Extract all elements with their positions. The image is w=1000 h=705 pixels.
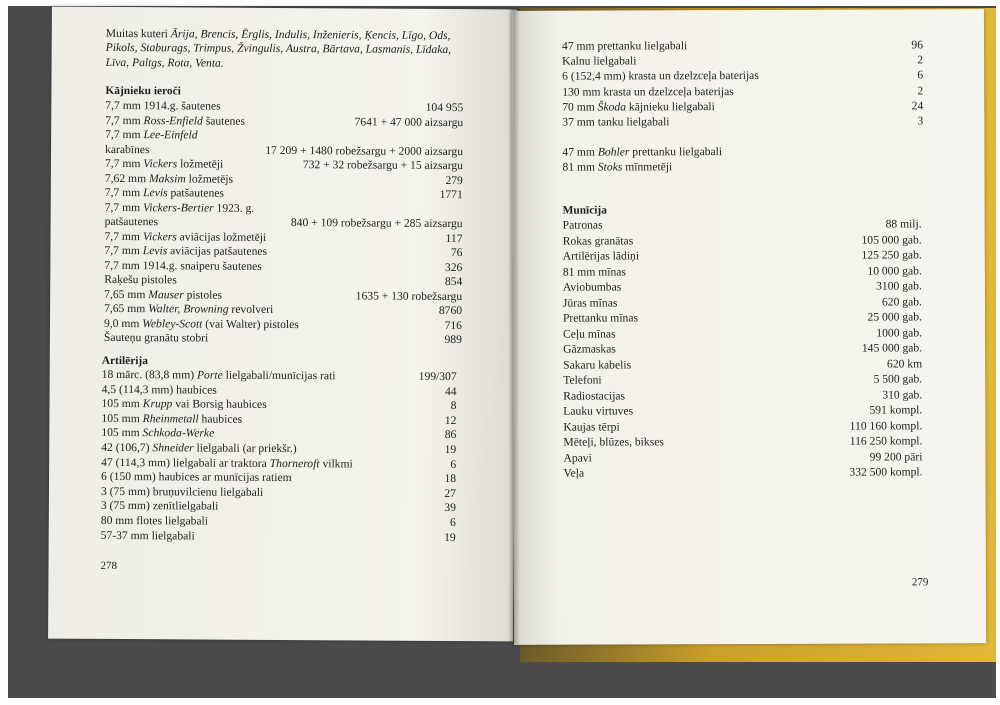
row-label [101, 412, 242, 427]
row-value: 105 000 gab. [861, 232, 922, 247]
row-label-italic: Walter, Browning [148, 302, 229, 316]
row-value: 76 [450, 246, 463, 260]
row-label-text: 47 mm [562, 145, 598, 159]
row-value: 10 000 gab. [867, 263, 922, 278]
row-label-italic: Schkoda-Werke [142, 426, 215, 440]
row-label-suffix: vai Borsig haubices [172, 397, 267, 412]
row-label [101, 470, 292, 486]
row-label-italic: Maksim [148, 171, 186, 185]
row-label-text: 81 mm mīnas [562, 264, 626, 279]
row-label [105, 157, 223, 172]
row-label-italic: Thorneroft [269, 456, 320, 470]
row-label [563, 219, 603, 234]
intro-lead: Muitas kuteri [105, 26, 168, 41]
row-value: 104 955 [425, 100, 464, 115]
row-label [101, 441, 297, 457]
kajnieku-list [103, 98, 464, 347]
list-row [101, 499, 456, 515]
row-value: 5 500 gab. [873, 372, 923, 386]
list-row [563, 403, 922, 418]
row-label-text: 7,7 mm [104, 185, 144, 200]
row-label-text: 57-37 mm lielgabali [100, 528, 195, 543]
row-value: 8 [450, 399, 457, 413]
row-label [101, 485, 263, 500]
row-value: 6 [450, 457, 457, 471]
row-label-suffix: šautenes [202, 114, 246, 128]
list-row [562, 144, 923, 159]
row-value: 732 + 32 robežsargu + 15 aizsargu [302, 158, 464, 173]
row-label-text: patšautenes [104, 214, 159, 229]
row-value: 25 000 gab. [867, 310, 922, 324]
row-label-suffix: kājnieku lielgabali [625, 99, 715, 114]
row-label-italic: Rheinmetall [142, 411, 199, 426]
row-value: 44 [444, 384, 457, 398]
row-label-text: Šauteņu granātu stobri [103, 330, 209, 345]
row-label-italic: Vickers [142, 229, 177, 243]
row-label [104, 273, 177, 288]
list-row [562, 54, 923, 69]
row-label-italic: Vickers [143, 157, 178, 171]
row-label-text: 7,7 mm 1914.g. šautenes [105, 98, 221, 113]
row-label-text: 105 mm [101, 411, 143, 425]
row-label [563, 296, 617, 311]
list-row [562, 38, 923, 53]
row-label [101, 499, 219, 514]
row-value: 39 [444, 501, 456, 515]
list-row [104, 316, 462, 332]
row-label-italic: Stoks [597, 160, 623, 174]
row-value: 7641 + 47 000 aizsargu [354, 114, 464, 129]
row-label-text: 3 (75 mm) bruņuvilcienu lielgabali [100, 484, 264, 499]
list-row [563, 388, 922, 403]
row-label-italic: Levis [142, 244, 168, 258]
row-label [104, 229, 266, 244]
row-label [105, 200, 255, 215]
row-label-text: 70 mm [562, 100, 598, 114]
row-label [101, 528, 195, 543]
list-row [101, 412, 456, 428]
row-label [105, 113, 245, 128]
row-label [563, 404, 633, 419]
list-row [562, 84, 923, 99]
row-label [563, 420, 619, 435]
row-label-text: Lauku virtuves [563, 404, 634, 418]
row-label [563, 374, 602, 389]
row-value: 3100 gab. [876, 279, 922, 293]
list-row [563, 248, 922, 263]
list-row [563, 295, 922, 310]
list-row [563, 372, 922, 387]
row-value: 1635 + 130 robežsargu [355, 288, 463, 303]
row-label-italic: Webley-Scott [142, 316, 203, 331]
row-value: 27 [444, 486, 457, 500]
row-value: 620 km [886, 356, 923, 371]
row-value: 116 250 kompl. [849, 434, 923, 448]
row-label-suffix: vilkmi [319, 456, 353, 471]
row-label-text: 37 mm tanku lielgabali [562, 115, 670, 129]
row-value: 24 [911, 99, 924, 113]
row-label-text: 81 mm [562, 160, 598, 174]
row-label [105, 142, 150, 157]
row-value: 88 milj. [885, 217, 922, 231]
row-label [563, 249, 639, 264]
row-label-suffix: mīnmetēji [622, 160, 673, 174]
right-page [512, 9, 986, 645]
row-value: 17 209 + 1480 robežsargu + 2000 aizsargu [265, 143, 464, 158]
list-row [101, 514, 456, 530]
row-label-text: 6 (152,4 mm) krasta un dzelzceļa baterijas [562, 69, 759, 84]
row-label-text: 7,7 mm [104, 156, 144, 171]
row-label [104, 244, 267, 259]
row-label-text: Radiostacijas [563, 388, 626, 403]
row-label-text: Aviobumbas [562, 280, 622, 294]
row-label-text: 80 mm flotes lielgabali [100, 513, 209, 528]
row-value: 6 [449, 516, 456, 530]
row-value: 6 [917, 68, 924, 82]
list-row [104, 229, 462, 245]
list-row [105, 99, 463, 115]
row-value: 326 [444, 260, 463, 274]
list-row [105, 186, 463, 202]
row-label-text: 47 mm prettanku lielgabali [561, 39, 688, 53]
list-row [101, 455, 456, 471]
intro-ship-names: Ārija, Brencis, Ērglis, Indulis, Inženieris, Ķencis, Līgo, Ods, Pikols, Staburags, Trimpus, Žvingulis, Austra, Bārtava, Lasmanis, Līdaka, Līva, Paltgs, Rota, Venta. [105, 27, 452, 70]
list-row [563, 326, 922, 341]
row-label [105, 128, 198, 143]
list-row [105, 128, 463, 144]
row-value: 12 [444, 413, 457, 427]
page-number-left: 278 [100, 559, 118, 572]
list-row [562, 69, 923, 84]
row-label-text: Telefoni [563, 373, 602, 387]
artilerija-list [100, 367, 457, 544]
row-label-suffix: pistoles [183, 287, 223, 302]
list-row [563, 217, 922, 232]
book-gutter [508, 8, 520, 644]
list-row [104, 244, 462, 260]
row-label-text: 7,7 mm [104, 200, 144, 214]
list-row [562, 114, 923, 129]
row-value: 279 [445, 173, 463, 187]
row-label-text: Jūras mīnas [562, 295, 618, 310]
row-label-text: 9,0 mm [103, 316, 143, 330]
row-label-text: 18 mārc. (83,8 mm) [101, 367, 198, 382]
row-value: 19 [444, 442, 457, 457]
row-label-text: 4,5 (114,3 mm) haubices [101, 382, 217, 397]
row-label-text: 7,62 mm [104, 171, 150, 185]
row-label-text: 7,7 mm [105, 113, 144, 127]
row-value: 620 gab. [881, 294, 922, 309]
municija-list [562, 217, 923, 480]
row-label-italic: Vickers-Bertier [142, 200, 214, 215]
row-label-text: 42 (106,7) [101, 440, 153, 455]
row-label-text: Veļa [563, 466, 585, 480]
row-label-suffix: (vai Walter) pistoles [202, 317, 299, 331]
list-row [563, 357, 922, 372]
row-value: 1771 [439, 187, 463, 202]
row-label-text: 7,7 mm 1914.g. snaiperu šautenes [104, 258, 262, 273]
list-row [563, 419, 922, 434]
list-row [563, 233, 922, 248]
row-label-italic: Ross-Enfield [143, 113, 203, 128]
row-label-text: Prettanku mīnas [562, 311, 639, 325]
row-label-suffix: lielgabali/munīcijas rati [222, 368, 336, 383]
row-label [562, 55, 636, 70]
row-label-text: 130 mm krasta un dzelzceļa baterijas [562, 84, 734, 99]
list-row [101, 470, 456, 486]
row-label-italic: Bohler [597, 145, 630, 159]
list-row [105, 157, 463, 173]
row-label-text: 105 mm [101, 397, 143, 411]
left-page [48, 7, 517, 642]
row-label-text: 7,65 mm [104, 301, 149, 316]
row-label-text: 7,65 mm [104, 287, 149, 301]
row-label [102, 368, 336, 384]
row-value: 1000 gab. [876, 325, 923, 340]
row-label-suffix: 1923. g. [213, 201, 255, 215]
row-label-italic: Krupp [142, 397, 173, 411]
row-label [101, 426, 214, 441]
row-label-text: 7,7 mm [104, 243, 143, 258]
row-label [104, 287, 222, 302]
artillery-continued-list [561, 38, 924, 129]
section-heading-kajnieku: Kājnieku ieroči [105, 84, 181, 98]
list-row [101, 485, 456, 501]
list-row [104, 287, 462, 303]
list-row [101, 528, 456, 544]
section-heading-municija: Munīcija [562, 204, 607, 217]
row-label [105, 171, 233, 186]
row-value: 125 250 gab. [861, 248, 922, 262]
list-row [105, 171, 463, 187]
list-row [104, 273, 462, 289]
row-label [562, 69, 759, 84]
list-row [562, 160, 923, 175]
list-row [563, 310, 922, 325]
row-value: 18 [444, 472, 457, 486]
row-label-text: Rokas granātas [562, 233, 634, 248]
row-label-text: Kaujas tērpi [563, 419, 620, 434]
row-label [101, 514, 208, 529]
row-value: 989 [444, 332, 462, 347]
row-label [104, 331, 208, 346]
row-label [104, 258, 262, 273]
row-label-text: Artilērijas lādiņi [562, 249, 640, 263]
row-value: 96 [911, 38, 924, 52]
list-row [105, 200, 463, 216]
row-label-suffix: ložmetējs [185, 171, 234, 186]
row-label [562, 39, 687, 54]
extra-weapons-list [562, 144, 923, 174]
list-row [563, 341, 922, 356]
row-value: 840 + 109 robežsargu + 285 aizsargu [290, 216, 463, 231]
row-label-suffix: patšautenes [167, 186, 224, 200]
row-value: 3 [917, 114, 924, 128]
row-label-suffix: haubices [198, 412, 243, 426]
row-label [105, 215, 159, 230]
list-row [104, 331, 462, 347]
row-label-text: Mēteļi, blūzes, bikses [563, 435, 664, 449]
list-row [563, 264, 922, 279]
list-row [563, 465, 922, 480]
row-label [101, 455, 353, 471]
row-label [563, 389, 625, 404]
row-label-suffix: lielgabali (ar priekšr.) [193, 441, 297, 456]
row-label [562, 115, 669, 130]
list-row [105, 142, 463, 158]
row-label-text: 3 (75 mm) zenītlielgabali [100, 499, 219, 514]
intro-paragraph [106, 27, 470, 72]
list-row [562, 99, 923, 114]
row-label [104, 316, 299, 332]
row-label-italic: Škoda [597, 100, 627, 114]
row-value: 199/307 [418, 369, 457, 384]
list-row [102, 368, 457, 384]
row-label [562, 160, 672, 175]
row-value: 332 500 kompl. [849, 465, 923, 479]
list-row [101, 441, 456, 457]
row-label-text: Apavi [563, 451, 592, 465]
row-label [562, 100, 715, 115]
row-label [563, 311, 638, 326]
row-value: 310 gab. [882, 387, 923, 402]
row-label-text: Sakaru kabelis [563, 357, 632, 372]
list-row [563, 434, 922, 449]
row-value: 591 kompl. [869, 403, 923, 417]
row-label [101, 397, 266, 412]
row-label [102, 382, 217, 397]
row-label-italic: Mauser [148, 287, 184, 301]
row-value: 110 160 kompl. [849, 418, 923, 433]
row-label [563, 327, 616, 342]
row-label [563, 342, 616, 357]
row-label-text: 7,7 mm [104, 229, 143, 243]
row-label [105, 186, 224, 201]
row-label-italic: Lee-Einfeld [143, 128, 198, 142]
row-value: 716 [444, 318, 463, 332]
list-row [104, 302, 462, 318]
row-label [562, 145, 722, 160]
row-label [562, 85, 734, 100]
row-label [563, 435, 664, 450]
row-value: 2 [917, 83, 924, 98]
row-value: 2 [917, 53, 924, 67]
list-row [563, 450, 922, 465]
row-label [563, 234, 634, 249]
row-label [563, 280, 621, 295]
section-heading-artilerija: Artilērija [101, 354, 148, 368]
row-label-italic: Porte [196, 368, 223, 382]
row-label [563, 467, 584, 481]
row-value: 854 [444, 274, 463, 289]
row-value: 117 [445, 231, 463, 245]
row-label-text: karabīnes [105, 142, 150, 156]
row-value: 8760 [438, 303, 463, 318]
row-label-text: 6 (150 mm) haubices ar munīcijas ratiem [101, 470, 292, 485]
row-value: 86 [444, 428, 457, 442]
row-label-suffix: revolveri [228, 302, 274, 316]
list-row [563, 279, 922, 294]
list-row [104, 258, 462, 274]
row-label [563, 265, 626, 280]
row-label-text: Gāzmaskas [563, 342, 616, 356]
row-label-text: 105 mm [101, 426, 143, 440]
row-value: 19 [444, 530, 456, 544]
row-label-italic: Shneider [152, 441, 194, 455]
row-label-text: Kalnu lielgabali [562, 54, 637, 68]
row-label-italic: Levis [143, 186, 168, 200]
row-label-suffix: aviācijas patšautenes [167, 244, 268, 258]
list-row [101, 426, 456, 442]
list-row [102, 382, 457, 398]
row-label-suffix: prettanku lielgabali [629, 145, 723, 159]
row-label-text: Patronas [562, 218, 603, 232]
row-label-suffix: ložmetēji [177, 157, 224, 171]
row-label [105, 99, 220, 114]
list-row [105, 113, 463, 129]
row-label [563, 451, 591, 466]
row-label-text: 47 (114,3 mm) lielgabali ar traktora [101, 455, 270, 470]
list-row [101, 397, 456, 413]
page-number-right: 279 [911, 576, 929, 589]
row-label-text: Ceļu mīnas [562, 326, 616, 341]
row-value: 99 200 pāri [869, 449, 923, 464]
row-value: 145 000 gab. [861, 341, 923, 355]
row-label-suffix: aviācijas ložmetēji [176, 229, 267, 244]
row-label-text: Raķešu pistoles [104, 272, 177, 287]
row-label-text: 7,7 mm [105, 127, 144, 142]
row-label [563, 358, 631, 373]
row-label [104, 302, 273, 317]
list-row [105, 215, 463, 231]
